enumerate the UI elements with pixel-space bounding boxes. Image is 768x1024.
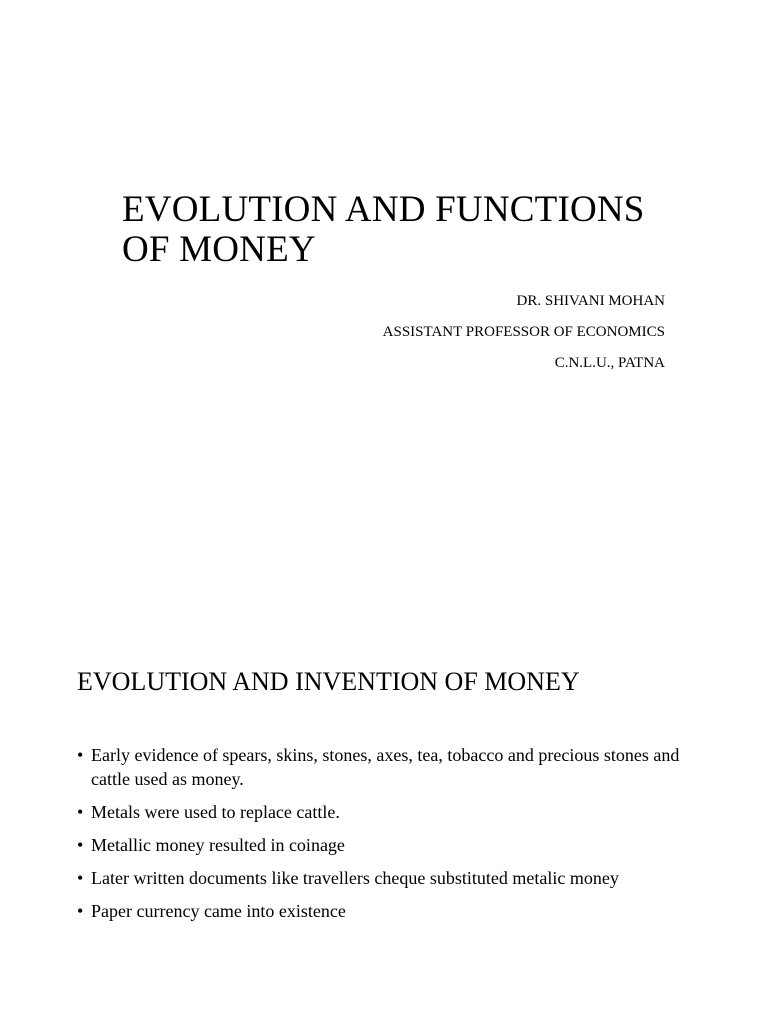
bullet-item [77,743,717,791]
bullet-marker: • [77,745,84,765]
title-line-2: OF MONEY [122,229,316,270]
bullet-marker: • [77,835,84,855]
bullet-text: Later written documents like travellers cheque substituted metalic money [91,868,619,888]
slide-heading: EVOLUTION AND INVENTION OF MONEY [77,667,580,696]
bullet-marker: • [77,901,84,921]
author-position: ASSISTANT PROFESSOR OF ECONOMICS [382,324,665,340]
author-name: DR. SHIVANI MOHAN [516,293,665,309]
presentation-title [122,190,722,270]
author-info [383,286,665,379]
author-institution: C.N.L.U., PATNA [554,355,665,371]
bullet-list [77,743,717,932]
bullet-text: Paper currency came into existence [91,901,346,921]
bullet-item [77,866,717,890]
bullet-text: Metals were used to replace cattle. [91,802,340,822]
bullet-marker: • [77,802,84,822]
slide-evolution [0,576,768,1024]
bullet-marker: • [77,868,84,888]
bullet-item [77,833,717,857]
title-line-1: EVOLUTION AND FUNCTIONS [122,189,645,230]
bullet-item [77,800,717,824]
bullet-text: Early evidence of spears, skins, stones, axes, tea, tobacco and precious stones and cattle used as money. [91,745,680,789]
bullet-text: Metallic money resulted in coinage [91,835,345,855]
bullet-item [77,899,717,923]
